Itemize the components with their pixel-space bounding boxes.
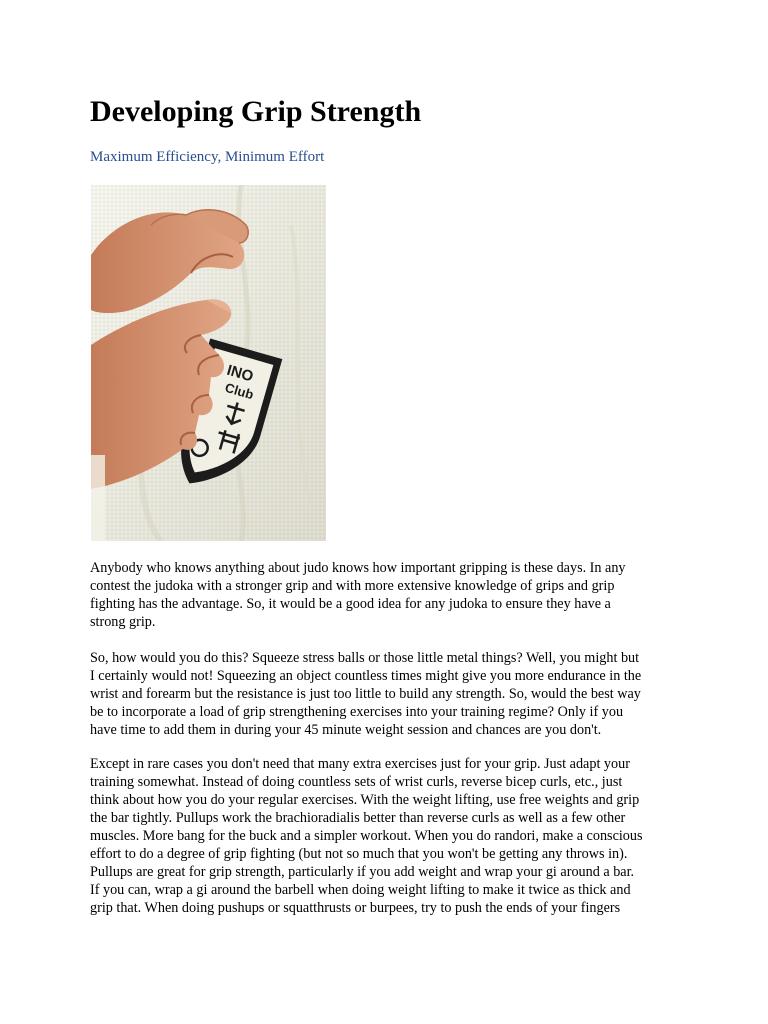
patch-text-top: INO bbox=[224, 361, 256, 386]
text-line: Pullups are great for grip strength, particularly if you add weight and wrap your gi around a bar. bbox=[90, 864, 635, 880]
article-title: Developing Grip Strength bbox=[90, 95, 422, 128]
text-line: So, how would you do this? Squeeze stress balls or those little metal things? Well, you might but bbox=[90, 650, 640, 666]
patch-text-bottom: Club bbox=[223, 379, 256, 403]
text-line: training somewhat. Instead of doing countless sets of wrist curls, reverse bicep curls, etc., just bbox=[90, 774, 623, 790]
article-subtitle: Maximum Efficiency, Minimum Effort bbox=[90, 149, 325, 165]
text-line: think about how you do your regular exercises. With the weight lifting, use free weights and grip bbox=[90, 792, 640, 808]
text-line: strong grip. bbox=[90, 614, 156, 630]
text-line: grip that. When doing pushups or squatthrusts or burpees, try to push the ends of your fingers bbox=[90, 900, 621, 916]
text-line: be to incorporate a load of grip strengthening exercises into your training regime? Only if you bbox=[90, 704, 624, 720]
paragraph-2 bbox=[90, 649, 690, 739]
text-line: effort to do a degree of grip fighting (but not so much that you won't be getting any throws in). bbox=[90, 846, 628, 862]
text-line: muscles. More bang for the buck and a simpler workout. When you do randori, make a conscious bbox=[90, 828, 643, 844]
text-line: If you can, wrap a gi around the barbell when doing weight lifting to make it twice as thick and bbox=[90, 882, 631, 898]
text-line: contest the judoka with a stronger grip and with more extensive knowledge of grips and grip bbox=[90, 578, 615, 594]
text-line: wrist and forearm but the resistance is just too little to build any strength. So, would the best way bbox=[90, 686, 641, 702]
text-line: Anybody who knows anything about judo knows how important gripping is these days. In any bbox=[90, 560, 626, 576]
text-line: Except in rare cases you don't need that many extra exercises just for your grip. Just adapt your bbox=[90, 756, 630, 772]
judo-grip-photo bbox=[91, 185, 326, 541]
text-line: have time to add them in during your 45 minute weight session and chances are you don't. bbox=[90, 722, 602, 738]
text-line: fighting has the advantage. So, it would be a good idea for any judoka to ensure they have a bbox=[90, 596, 611, 612]
text-line: the bar tightly. Pullups work the brachioradialis better than reverse curls as well as a few other bbox=[90, 810, 626, 826]
text-line: I certainly would not! Squeezing an object countless times might give you more endurance in the bbox=[90, 668, 642, 684]
paragraph-3 bbox=[90, 755, 690, 917]
paragraph-1 bbox=[90, 559, 690, 631]
